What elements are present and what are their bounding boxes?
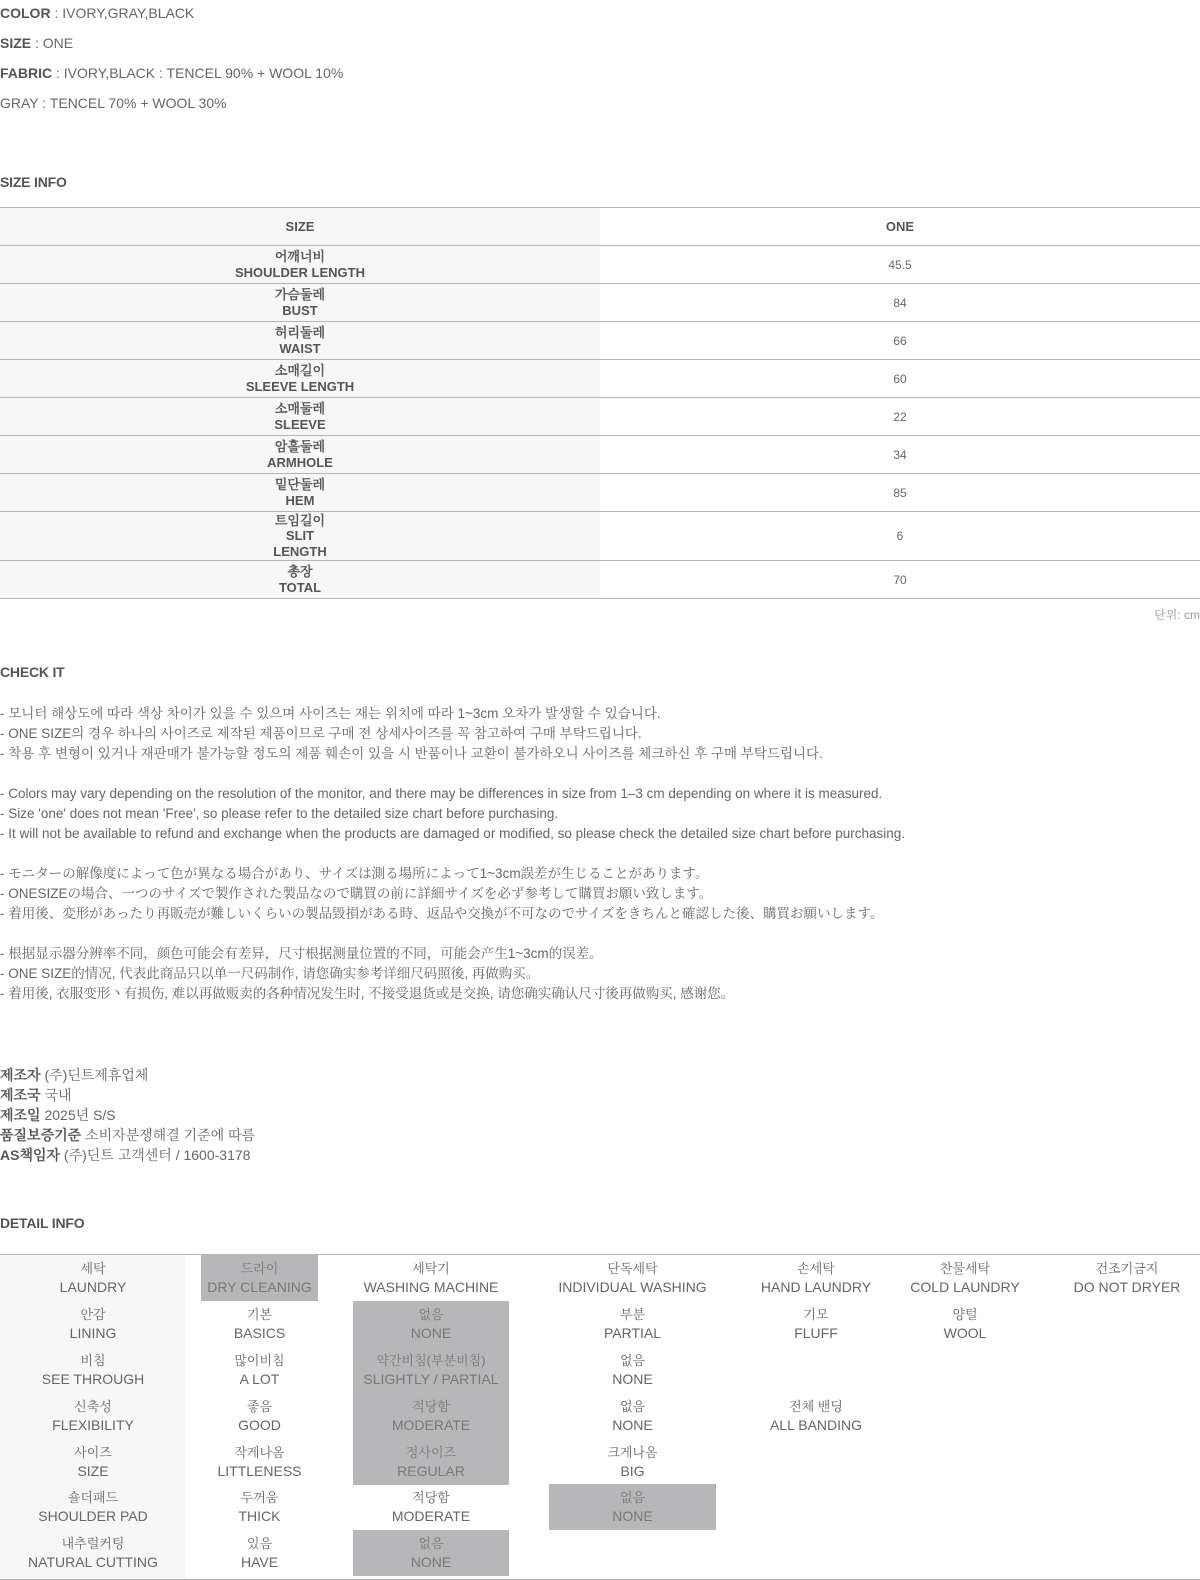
detail-option — [549, 1301, 716, 1347]
maker-line — [0, 1105, 255, 1125]
detail-ko: 없음 — [418, 1536, 444, 1551]
size-label: SIZE — [0, 35, 32, 51]
detail-en: DO NOT DRYER — [1073, 1279, 1181, 1295]
size-row-value: 85 — [600, 474, 1200, 512]
size-row-label — [0, 284, 600, 322]
detail-en: MODERATE — [391, 1417, 471, 1433]
color-label: COLOR — [0, 5, 51, 21]
maker-value: 소비자분쟁해결 기준에 따름 — [81, 1127, 256, 1143]
check-line: - モニターの解像度によって色が異なる場合があり、サイズは測る場所によって1~3cm誤差が生じることがあります。 — [0, 866, 709, 881]
detail-en: COLD LAUNDRY — [910, 1279, 1020, 1295]
detail-option — [201, 1301, 318, 1347]
detail-ko: 숄더패드 — [67, 1490, 119, 1505]
maker-value: (주)딘트 고객센터 / 1600-3178 — [60, 1147, 251, 1163]
maker-value: 국내 — [40, 1087, 72, 1103]
spec-color — [0, 5, 194, 21]
size-row-value: 70 — [600, 561, 1200, 599]
size-label-ko: 밑단둘레 — [274, 477, 326, 492]
detail-info-grid — [0, 1254, 1200, 1580]
detail-option — [201, 1530, 318, 1576]
detail-option — [549, 1484, 716, 1530]
detail-ko: 없음 — [418, 1307, 444, 1322]
detail-ko: 비침 — [80, 1353, 106, 1368]
detail-ko: 약간비침(부분비침) — [376, 1353, 486, 1368]
maker-line — [0, 1145, 255, 1165]
detail-en: FLUFF — [794, 1325, 838, 1341]
size-label-en: SLEEVE — [274, 416, 326, 432]
detail-en: SHOULDER PAD — [38, 1508, 148, 1524]
detail-ko: 두꺼움 — [240, 1490, 279, 1505]
maker-label: 제조자 — [0, 1067, 41, 1083]
size-value: : ONE — [31, 35, 74, 51]
check-line: - 모니터 해상도에 따라 색상 차이가 있을 수 있으며 사이즈는 재는 위치에 따라 1~3cm 오차가 발생할 수 있습니다. — [0, 706, 661, 721]
size-label-en2: LENGTH — [273, 543, 327, 559]
size-row-value: 6 — [600, 512, 1200, 561]
detail-ko: 기본 — [246, 1307, 273, 1322]
size-label-en: BUST — [282, 302, 318, 318]
spec-size — [0, 35, 73, 51]
detail-en: NATURAL CUTTING — [28, 1554, 158, 1570]
detail-ko: 전체 밴딩 — [789, 1399, 843, 1414]
detail-ko: 세탁기 — [412, 1261, 450, 1276]
detail-option — [353, 1255, 509, 1301]
detail-en: SLIGHTLY / PARTIAL — [363, 1371, 499, 1387]
detail-en: NONE — [410, 1325, 452, 1341]
detail-en: HAVE — [240, 1554, 279, 1570]
detail-en: INDIVIDUAL WASHING — [558, 1279, 707, 1295]
detail-en: ALL BANDING — [769, 1417, 863, 1433]
spec-fabric-line2 — [0, 95, 227, 111]
maker-line — [0, 1065, 255, 1085]
size-label-en: SHOULDER LENGTH — [235, 264, 365, 280]
detail-option — [201, 1439, 318, 1485]
detail-row-label — [0, 1530, 186, 1576]
maker-label: AS책임자 — [0, 1147, 61, 1163]
check-it-notes — [0, 704, 905, 1024]
maker-value: 2025년 S/S — [40, 1107, 116, 1123]
detail-option — [549, 1439, 716, 1485]
size-header-value: ONE — [600, 208, 1200, 246]
size-row-label — [0, 512, 600, 561]
maker-line — [0, 1125, 255, 1145]
detail-option — [889, 1301, 1041, 1347]
size-label-ko: 트임길이 — [274, 512, 326, 528]
detail-en: GOOD — [238, 1417, 281, 1433]
detail-ko: 없음 — [619, 1399, 646, 1414]
maker-value: (주)딘트제휴업체 — [40, 1067, 149, 1083]
detail-en: LINING — [69, 1325, 117, 1341]
size-row-value: 84 — [600, 284, 1200, 322]
detail-en: NONE — [612, 1417, 653, 1433]
detail-en: NONE — [410, 1554, 452, 1570]
size-label-en: WAIST — [279, 340, 321, 356]
detail-en: BIG — [620, 1463, 645, 1479]
detail-option — [549, 1393, 716, 1439]
size-label-ko: 허리둘레 — [274, 325, 326, 340]
detail-option — [353, 1347, 509, 1393]
spec-fabric — [0, 65, 343, 81]
check-line: - 着用後、変形があったり再販売が難しいくらいの製品毀損がある時、返品や交換が不可なのでサイズをきちんと確認した後、購買お願いします。 — [0, 906, 884, 921]
size-label-en: SLIT — [285, 528, 315, 544]
size-label-ko: 소매둘레 — [274, 401, 326, 416]
detail-row-label — [0, 1393, 186, 1439]
check-paragraph — [0, 784, 905, 844]
check-it-title: CHECK IT — [0, 664, 65, 680]
maker-label: 제조일 — [0, 1107, 41, 1123]
maker-label: 제조국 — [0, 1087, 41, 1103]
detail-row-label — [0, 1255, 186, 1301]
detail-row-label — [0, 1347, 186, 1393]
detail-option — [889, 1255, 1041, 1301]
size-row-value: 66 — [600, 322, 1200, 360]
maker-label: 품질보증기준 — [0, 1127, 82, 1143]
detail-en: MODERATE — [391, 1508, 471, 1524]
size-label-en: HEM — [285, 492, 315, 508]
detail-ko: 크게나옴 — [607, 1445, 658, 1460]
detail-ko: 사이즈 — [74, 1445, 112, 1460]
size-row-value: 60 — [600, 360, 1200, 398]
detail-option — [353, 1393, 509, 1439]
size-label-en: ARMHOLE — [267, 454, 333, 470]
detail-en: REGULAR — [397, 1463, 465, 1479]
detail-ko: 양털 — [952, 1307, 978, 1322]
detail-ko: 부분 — [619, 1307, 646, 1322]
size-row — [0, 360, 1200, 398]
detail-option — [353, 1530, 509, 1576]
detail-ko: 세탁 — [80, 1261, 106, 1276]
check-line: - ONE SIZE的情况, 代表此商品只以单一尺码制作, 请您确实参考详细尺码照後, 再做购买。 — [0, 966, 540, 981]
size-row — [0, 561, 1200, 599]
detail-en: BASICS — [233, 1325, 286, 1341]
size-label-en: TOTAL — [278, 579, 322, 595]
maker-line — [0, 1085, 255, 1105]
size-row-value: 34 — [600, 436, 1200, 474]
color-value: : IVORY,GRAY,BLACK — [50, 5, 195, 21]
size-header-label: SIZE — [0, 208, 600, 246]
detail-option — [201, 1393, 318, 1439]
detail-ko: 정사이즈 — [405, 1445, 457, 1460]
size-row-label — [0, 246, 600, 284]
detail-ko: 많이비침 — [234, 1353, 285, 1368]
maker-info — [0, 1065, 255, 1165]
size-table-header — [0, 208, 1200, 246]
detail-option — [201, 1255, 318, 1301]
detail-option — [1054, 1255, 1200, 1301]
check-line: - ONESIZEの場合、一つのサイズで製作された製品なので購買の前に詳細サイズを必ず参考して購買お願い致します。 — [0, 886, 713, 901]
size-label-ko: 총장 — [287, 564, 313, 579]
size-row-label — [0, 322, 600, 360]
size-row-label — [0, 398, 600, 436]
size-label-ko: 가슴둘레 — [274, 287, 326, 302]
detail-en: NONE — [612, 1508, 653, 1524]
size-row-label — [0, 436, 600, 474]
detail-ko: 안감 — [80, 1307, 106, 1322]
size-row-value: 45.5 — [600, 246, 1200, 284]
size-info-title: SIZE INFO — [0, 174, 67, 190]
detail-ko: 단독세탁 — [607, 1261, 658, 1276]
check-paragraph — [0, 704, 905, 764]
detail-option — [740, 1301, 892, 1347]
detail-ko: 없음 — [619, 1353, 646, 1368]
fabric-value: : IVORY,BLACK : TENCEL 90% + WOOL 10% — [52, 65, 344, 81]
size-row — [0, 322, 1200, 360]
detail-en: WOOL — [943, 1325, 987, 1341]
detail-row-label — [0, 1484, 186, 1530]
detail-ko: 적당함 — [412, 1399, 450, 1414]
detail-en: NONE — [612, 1371, 653, 1387]
detail-row-label — [0, 1439, 186, 1485]
detail-ko: 없음 — [619, 1490, 646, 1505]
check-line: - Colors may vary depending on the resolution of the monitor, and there may be differences in size from 1–3 cm depending on where it is measured. — [0, 786, 883, 801]
detail-ko: 있음 — [246, 1536, 273, 1551]
detail-en: DRY CLEANING — [207, 1279, 312, 1295]
detail-ko: 신축성 — [74, 1399, 112, 1414]
size-row — [0, 246, 1200, 284]
size-label-ko: 소매길이 — [274, 363, 326, 378]
detail-ko: 작게나옴 — [234, 1445, 285, 1460]
detail-ko: 기모 — [803, 1307, 829, 1322]
detail-en: FLEXIBILITY — [52, 1417, 134, 1433]
detail-option — [353, 1301, 509, 1347]
fabric-label: FABRIC — [0, 65, 53, 81]
detail-en: SIZE — [77, 1463, 109, 1479]
detail-en: SEE THROUGH — [41, 1371, 145, 1387]
detail-option — [549, 1347, 716, 1393]
check-line: - 根据显示器分辨率不同，颜色可能会有差异，尺寸根据测量位置的不同，可能会产生1~3cm的误差。 — [0, 946, 603, 961]
detail-ko: 드라이 — [240, 1261, 279, 1276]
detail-en: LITTLENESS — [217, 1463, 302, 1479]
fabric-line2: GRAY : TENCEL 70% + WOOL 30% — [0, 95, 227, 111]
detail-option — [740, 1255, 892, 1301]
detail-option — [353, 1439, 509, 1485]
size-label-ko: 암홀둘레 — [274, 439, 326, 454]
check-paragraph — [0, 864, 905, 924]
size-row — [0, 436, 1200, 474]
detail-en: PARTIAL — [603, 1325, 662, 1341]
check-line: - 착용 후 변형이 있거나 재판매가 불가능할 정도의 제품 훼손이 있을 시 반품이나 교환이 불가하오니 사이즈를 체크하신 후 구매 부탁드립니다. — [0, 746, 823, 761]
check-line: - It will not be available to refund and exchange when the products are damaged or modified, so please check the detailed size chart before purchasing. — [0, 826, 906, 841]
size-row-label — [0, 360, 600, 398]
detail-ko: 손세탁 — [797, 1261, 835, 1276]
check-paragraph — [0, 944, 905, 1004]
detail-en: HAND LAUNDRY — [760, 1279, 872, 1295]
detail-option — [740, 1393, 892, 1439]
size-row-label — [0, 561, 600, 599]
detail-ko: 내추럴커팅 — [61, 1536, 125, 1551]
unit-note: 단위: cm — [1154, 608, 1200, 622]
check-line: - ONE SIZE의 경우 하나의 사이즈로 제작된 제품이므로 구매 전 상세사이즈를 꼭 참고하여 구매 부탁드립니다. — [0, 726, 642, 741]
detail-ko: 건조기금지 — [1095, 1261, 1159, 1276]
detail-en: LAUNDRY — [59, 1279, 127, 1295]
detail-option — [353, 1484, 509, 1530]
size-table — [0, 207, 1200, 599]
detail-en: WASHING MACHINE — [363, 1279, 499, 1295]
detail-en: THICK — [238, 1508, 281, 1524]
size-row — [0, 398, 1200, 436]
detail-ko: 적당함 — [412, 1490, 450, 1505]
size-row-label — [0, 474, 600, 512]
detail-info-title: DETAIL INFO — [0, 1215, 85, 1231]
size-label-en: SLEEVE LENGTH — [245, 378, 355, 394]
detail-option — [201, 1484, 318, 1530]
size-label-ko: 어깨너비 — [274, 249, 326, 264]
size-row — [0, 284, 1200, 322]
size-row-value: 22 — [600, 398, 1200, 436]
detail-ko: 좋음 — [246, 1399, 273, 1414]
detail-ko: 찬물세탁 — [939, 1261, 991, 1276]
detail-option — [549, 1255, 716, 1301]
size-row — [0, 512, 1200, 561]
detail-en: A LOT — [239, 1371, 280, 1387]
detail-option — [201, 1347, 318, 1393]
check-line: - Size 'one' does not mean 'Free', so please refer to the detailed size chart before purchasing. — [0, 806, 559, 821]
detail-row-label — [0, 1301, 186, 1347]
check-line: - 着用後, 衣服变形丶有损伤, 难以再做贩卖的各种情况发生时, 不接受退货或是交换, 请您确实确认尺寸後再做购买, 感谢您。 — [0, 986, 735, 1001]
size-row — [0, 474, 1200, 512]
